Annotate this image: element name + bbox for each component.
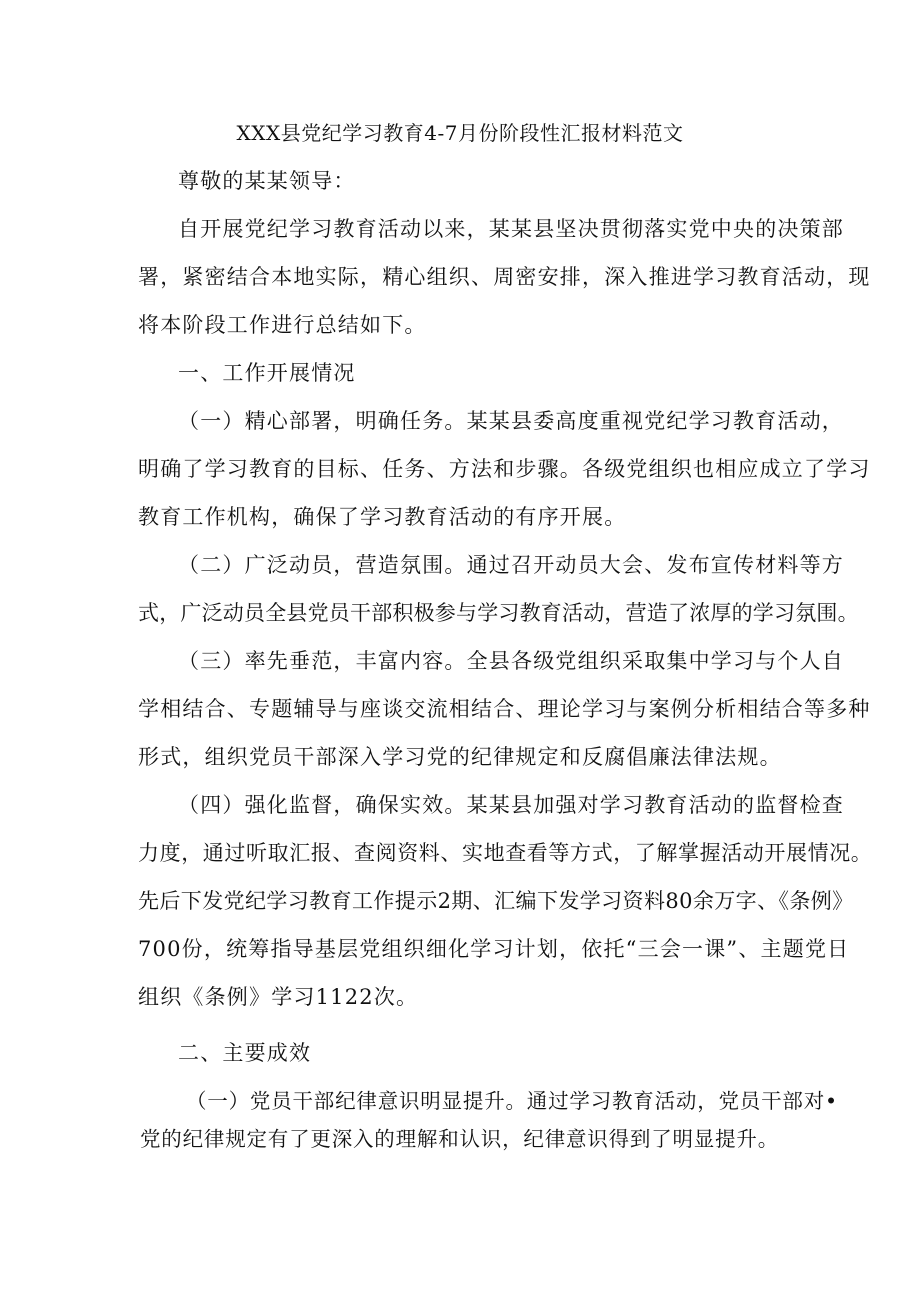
paragraph-line: （四）强化监督，确保实效。某某县加强对学习教育活动的监督检查 [178,793,844,817]
paragraph-line: 先后下发党纪学习教育工作提示2期、汇编下发学习资料80余万字、《条例》 [138,889,854,913]
section-heading-2: 二、主要成效 [178,1041,312,1065]
paragraph-line: 党的纪律规定有了更深入的理解和认识，纪律意识得到了明显提升。 [140,1127,779,1151]
document-title: XXX县党纪学习教育4-7月份阶段性汇报材料范文 [236,121,684,145]
paragraph-line: 形式，组织党员干部深入学习党的纪律规定和反腐倡廉法律法规。 [138,745,782,769]
paragraph-line: 学相结合、专题辅导与座谈交流相结合、理论学习与案例分析相结合等多种 [138,697,871,721]
paragraph-line: （一）精心部署，明确任务。某某县委高度重视党纪学习教育活动， [178,409,844,433]
section-heading-1: 一、工作开展情况 [178,361,356,385]
paragraph-line: 式，广泛动员全县党员干部积极参与学习教育活动，营造了浓厚的学习氛围。 [138,601,859,625]
intro-line: 自开展党纪学习教育活动以来，某某县坚决贯彻落实党中央的决策部 [178,217,844,241]
paragraph-line: 教育工作机构，确保了学习教育活动的有序开展。 [138,505,627,529]
paragraph-line: 力度，通过听取汇报、查阅资料、实地查看等方式，了解掌握活动开展情况。 [138,841,873,865]
paragraph-line: 明确了学习教育的目标、任务、方法和步骤。各级党组织也相应成立了学习 [138,457,871,481]
paragraph-line: 组织《条例》学习1122次。 [138,985,419,1009]
paragraph-line: （三）率先垂范，丰富内容。全县各级党组织采取集中学习与个人自 [178,649,844,673]
salutation: 尊敬的某某领导： [178,169,356,193]
paragraph-line: （一）党员干部纪律意识明显提升。通过学习教育活动，党员干部对• [186,1089,838,1113]
intro-line: 署，紧密结合本地实际，精心组织、周密安排，深入推进学习教育活动，现 [138,265,871,289]
intro-line: 将本阶段工作进行总结如下。 [138,313,427,337]
paragraph-line: 700份，统筹指导基层党组织细化学习计划，依托“三会一课”、主题党日 [138,937,850,961]
paragraph-line: （二）广泛动员，营造氛围。通过召开动员大会、发布宣传材料等方 [178,553,844,577]
